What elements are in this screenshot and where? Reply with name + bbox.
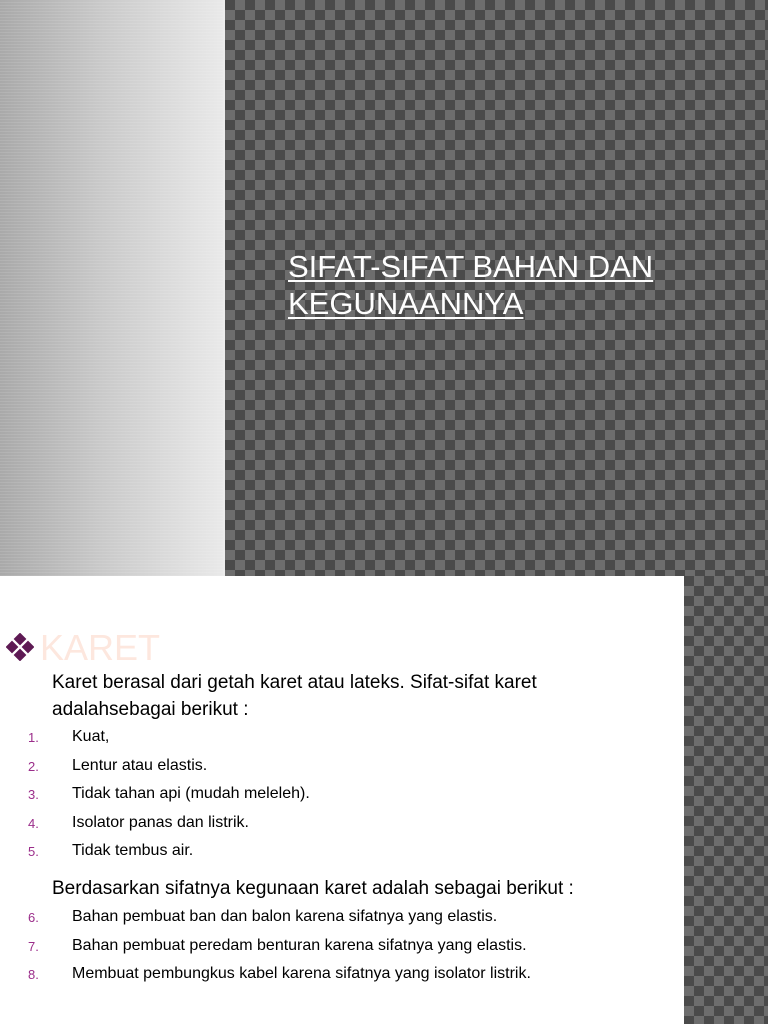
- list-item-text: Isolator panas dan listrik.: [72, 813, 249, 831]
- list-item-text: Bahan pembuat peredam benturan karena sifatnya yang elastis.: [72, 936, 527, 954]
- list-item-number: 6.: [28, 910, 39, 925]
- list-item-number: 2.: [28, 758, 39, 774]
- list-item-number: 3.: [28, 787, 39, 802]
- section-heading-text: KARET: [40, 627, 161, 668]
- slide-title: SIFAT-SIFAT BAHAN DAN KEGUNAANNYA: [288, 249, 654, 321]
- slide-pattern-strip: [684, 576, 768, 1024]
- uses-intro-paragraph: Berdasarkan sifatnya kegunaan karet adalah sebagai berikut :: [52, 878, 574, 899]
- list-item-number: 4.: [28, 815, 39, 831]
- list-item-number: 7.: [28, 938, 39, 954]
- list-item-number: 5.: [28, 844, 39, 859]
- diamond-bullet-icon: [6, 633, 34, 661]
- list-item-text: Kuat,: [72, 728, 110, 745]
- list-item-text: Lentur atau elastis.: [72, 756, 208, 774]
- list-item-text: Tidak tembus air.: [72, 842, 194, 859]
- content-slide: [0, 576, 768, 1024]
- list-item-text: Bahan pembuat ban dan balon karena sifatnya yang elastis.: [72, 908, 498, 925]
- list-item-text: Membuat pembungkus kabel karena sifatnya yang isolator listrik.: [72, 965, 531, 982]
- slide-left-panel: [0, 0, 223, 576]
- intro-paragraph: Karet berasal dari getah karet atau lateks. Sifat-sifat karet adalahsebagai berikut :: [52, 672, 537, 720]
- list-item-number: 1.: [28, 730, 39, 745]
- list-item-text: Tidak tahan api (mudah meleleh).: [72, 785, 310, 802]
- list-item-number: 8.: [28, 967, 39, 982]
